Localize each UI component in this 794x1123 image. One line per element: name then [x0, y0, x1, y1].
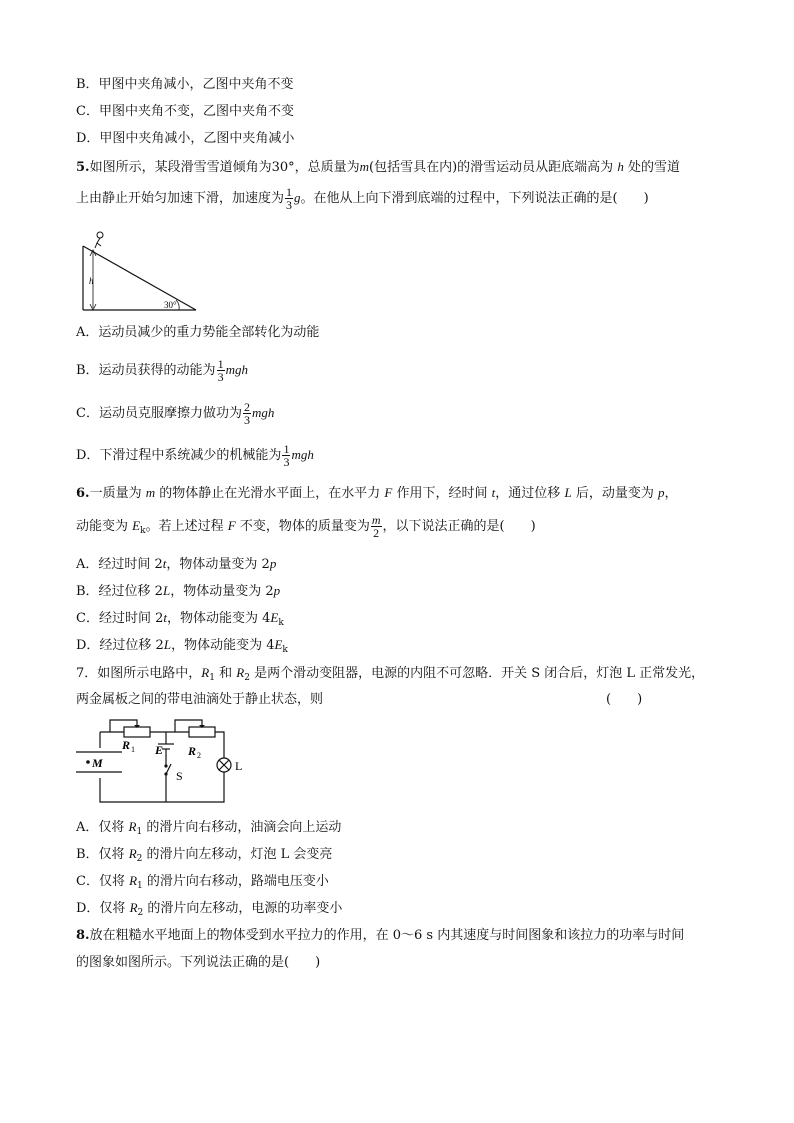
q6-option-b: B．经过位移 2L，物体动量变为 2p	[76, 583, 281, 599]
svg-text:2: 2	[197, 751, 201, 760]
svg-text:S: S	[176, 769, 183, 783]
q7-option-a: A．仅将 $R_1$ 的滑片向右移动，油滴会向上运动	[76, 819, 342, 837]
q6-stem-line2: 动能变为 $E_k$。若上述过程 F 不变，物体的质量变为 $\frac{m}{2}$ ，以下说法正确的是( )	[76, 513, 536, 540]
q5-stem-line1: 5.如图所示，某段滑雪雪道倾角为30°，总质量为m(包括雪具在内)的滑雪运动员从距底端高为 h 处的雪道	[76, 159, 680, 175]
q5-option-b: B．运动员获得的动能为 $\frac{1}{3}$ mgh	[76, 357, 248, 384]
q5-angle-label: 30°	[164, 300, 177, 310]
q7-stem-line2: 两金属板之间的带电油滴处于静止状态，则	[76, 692, 324, 707]
q4-option-d: D．甲图中夹角减小，乙图中夹角减小	[76, 131, 295, 146]
q7-option-d: D．仅将 $R_2$ 的滑片向左移动，电源的功率变小	[76, 900, 343, 918]
q5-height-label: h	[89, 276, 94, 286]
q8-stem-line2: 的图象如图所示。下列说法正确的是( )	[76, 955, 321, 970]
q5-fraction: $\frac{1}{3}$	[286, 185, 293, 212]
q4-option-b: B．甲图中夹角减小，乙图中夹角不变	[76, 77, 294, 92]
svg-text:L: L	[235, 759, 243, 773]
svg-text:1: 1	[131, 745, 135, 754]
q7-circuit-figure	[74, 718, 243, 808]
skier-icon	[95, 232, 103, 248]
q7-option-b: B．仅将 $R_2$ 的滑片向左移动，灯泡 L 会变亮	[76, 846, 333, 864]
q7-stem-line1: 7．如图所示电路中，$R_1$ 和 $R_2$ 是两个滑动变阻器，电源的内阻不可忽略．开关 S 闭合后，灯泡 L 正常发光，	[76, 665, 705, 683]
q5-option-a: A．运动员减少的重力势能全部转化为动能	[76, 325, 320, 340]
q5-option-d: D．下滑过程中系统减少的机械能为 $\frac{1}{3}$ mgh	[76, 442, 314, 469]
q5-slope-figure	[76, 228, 206, 314]
q5-stem-line2: 上由静止开始匀加速下滑，加速度为 $\frac{1}{3}$ g。在他从上向下滑到底端的过程中，下列说法正确的是( )	[76, 185, 649, 212]
svg-text:M: M	[92, 756, 103, 770]
q5-option-c: C．运动员克服摩擦力做功为 $\frac{2}{3}$ mgh	[76, 400, 275, 427]
q7-answer-paren: ( )	[606, 692, 643, 707]
q7-option-c: C．仅将 $R_1$ 的滑片向右移动，路端电压变小	[76, 873, 329, 891]
q8-stem-line1: 8.放在粗糙水平地面上的物体受到水平拉力的作用，在 0～6 s 内其速度与时间图象和该拉力的功率与时间	[76, 928, 685, 943]
q6-option-c: C．经过时间 2t，物体动能变为 $4E_k$	[76, 610, 284, 628]
svg-text:R: R	[188, 744, 197, 758]
q6-option-d: D．经过位移 2L，物体动能变为 $4E_k$	[76, 637, 288, 655]
q6-stem-line1: 6.一质量为 m 的物体静止在光滑水平面上，在水平力 F 作用下，经时间 t，通过位移 L 后，动量变为 p，	[76, 485, 678, 501]
q6-option-a: A．经过时间 2t，物体动量变为 2p	[76, 556, 277, 572]
q4-option-c: C．甲图中夹角不变，乙图中夹角不变	[76, 104, 294, 119]
svg-text:E: E	[155, 743, 164, 757]
q5-number: 5.	[76, 160, 90, 175]
svg-text:R: R	[122, 738, 131, 752]
oil-drop-icon	[86, 760, 90, 764]
